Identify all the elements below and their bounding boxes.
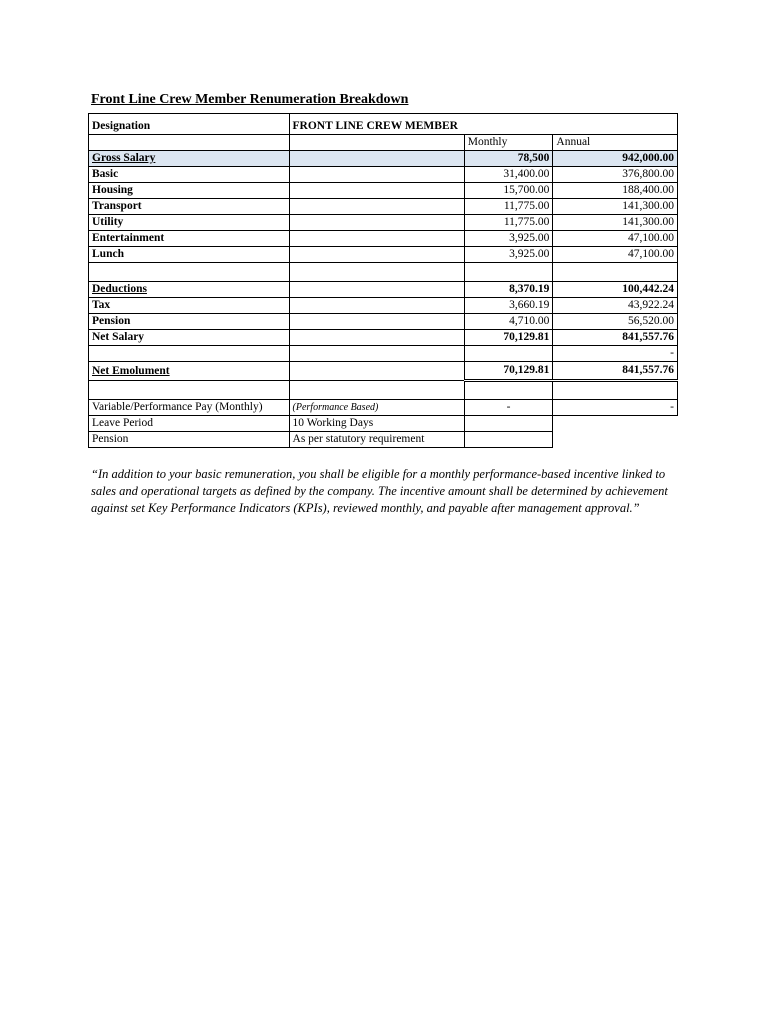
monthly-value: 3,660.19 bbox=[464, 298, 553, 314]
empty-cell bbox=[289, 346, 464, 362]
empty-cell bbox=[464, 416, 553, 432]
empty-cell bbox=[289, 362, 464, 381]
annual-value: 47,100.00 bbox=[553, 231, 678, 247]
annual-value: 100,442.24 bbox=[553, 282, 678, 298]
variable-pay-value: (Performance Based) bbox=[289, 400, 464, 416]
leave-period-row bbox=[89, 416, 678, 432]
empty-cell bbox=[289, 381, 464, 400]
spacer-row bbox=[89, 346, 678, 362]
empty-cell bbox=[289, 314, 464, 330]
net-emolument-row bbox=[89, 362, 678, 381]
empty-cell bbox=[89, 346, 290, 362]
monthly-value: 11,775.00 bbox=[464, 199, 553, 215]
empty-cell bbox=[89, 263, 290, 282]
net-salary-row bbox=[89, 330, 678, 346]
empty-cell bbox=[464, 346, 553, 362]
monthly-header: Monthly bbox=[464, 135, 553, 151]
table-row bbox=[89, 183, 678, 199]
remuneration-table bbox=[88, 113, 678, 448]
row-label: Variable/Performance Pay (Monthly) bbox=[89, 400, 290, 416]
table-row bbox=[89, 231, 678, 247]
empty-cell bbox=[289, 135, 464, 151]
empty-cell bbox=[553, 416, 678, 432]
empty-cell bbox=[289, 282, 464, 298]
table-row bbox=[89, 215, 678, 231]
spacer-row bbox=[89, 263, 678, 282]
monthly-value: - bbox=[464, 400, 553, 416]
monthly-value: 70,129.81 bbox=[464, 362, 553, 381]
monthly-value: 31,400.00 bbox=[464, 167, 553, 183]
empty-cell bbox=[289, 183, 464, 199]
empty-cell bbox=[89, 135, 290, 151]
monthly-value: 11,775.00 bbox=[464, 215, 553, 231]
page-title: Front Line Crew Member Renumeration Breakdown bbox=[91, 92, 409, 107]
monthly-value: 78,500 bbox=[464, 151, 553, 167]
row-label: Basic bbox=[89, 167, 290, 183]
empty-cell bbox=[289, 330, 464, 346]
row-label: Entertainment bbox=[89, 231, 290, 247]
table-row bbox=[89, 247, 678, 263]
empty-cell bbox=[289, 247, 464, 263]
table-row bbox=[89, 167, 678, 183]
annual-value: 47,100.00 bbox=[553, 247, 678, 263]
empty-cell bbox=[553, 432, 678, 448]
monthly-value: 4,710.00 bbox=[464, 314, 553, 330]
monthly-value: 3,925.00 bbox=[464, 231, 553, 247]
annual-value: 841,557.76 bbox=[553, 362, 678, 381]
monthly-value: 3,925.00 bbox=[464, 247, 553, 263]
row-label: Gross Salary bbox=[89, 151, 290, 167]
leave-period-value: 10 Working Days bbox=[289, 416, 464, 432]
row-label: Lunch bbox=[89, 247, 290, 263]
header-row bbox=[89, 114, 678, 135]
annual-value: 841,557.76 bbox=[553, 330, 678, 346]
empty-cell bbox=[289, 263, 464, 282]
empty-cell bbox=[553, 381, 678, 400]
row-label: Housing bbox=[89, 183, 290, 199]
row-label: Net Emolument bbox=[89, 362, 290, 381]
monthly-value: 8,370.19 bbox=[464, 282, 553, 298]
empty-cell bbox=[464, 432, 553, 448]
variable-pay-row bbox=[89, 400, 678, 416]
row-label: Pension bbox=[89, 432, 290, 448]
empty-cell bbox=[289, 231, 464, 247]
empty-cell bbox=[289, 298, 464, 314]
incentive-note: “In addition to your basic remuneration, you shall be eligible for a monthly performance-based incentive linked to sales and operational targets as defined by the company. The incentive amount shall be determined by achievement against set Key Performance Indicators (KPIs), reviewed monthly, and payable after management approval.” bbox=[91, 467, 668, 515]
row-label: Transport bbox=[89, 199, 290, 215]
annual-value: 141,300.00 bbox=[553, 199, 678, 215]
annual-value: 43,922.24 bbox=[553, 298, 678, 314]
annual-value: 141,300.00 bbox=[553, 215, 678, 231]
period-header-row bbox=[89, 135, 678, 151]
empty-cell bbox=[289, 167, 464, 183]
row-label: Utility bbox=[89, 215, 290, 231]
row-label: Pension bbox=[89, 314, 290, 330]
annual-value: - bbox=[553, 400, 678, 416]
spacer-row bbox=[89, 381, 678, 400]
annual-header: Annual bbox=[553, 135, 678, 151]
gross-salary-row bbox=[89, 151, 678, 167]
annual-value: 376,800.00 bbox=[553, 167, 678, 183]
empty-cell bbox=[464, 381, 553, 400]
annual-value: 56,520.00 bbox=[553, 314, 678, 330]
table-row bbox=[89, 199, 678, 215]
designation-label: Designation bbox=[89, 114, 290, 135]
annual-value: 188,400.00 bbox=[553, 183, 678, 199]
deductions-row bbox=[89, 282, 678, 298]
row-label: Deductions bbox=[89, 282, 290, 298]
designation-value: FRONT LINE CREW MEMBER bbox=[289, 114, 677, 135]
pension-value: As per statutory requirement bbox=[289, 432, 464, 448]
empty-cell bbox=[289, 151, 464, 167]
empty-cell bbox=[289, 215, 464, 231]
row-label: Net Salary bbox=[89, 330, 290, 346]
pension-row bbox=[89, 432, 678, 448]
monthly-value: 70,129.81 bbox=[464, 330, 553, 346]
empty-cell bbox=[289, 199, 464, 215]
annual-value: 942,000.00 bbox=[553, 151, 678, 167]
row-label: Tax bbox=[89, 298, 290, 314]
dash-value: - bbox=[553, 346, 678, 362]
monthly-value: 15,700.00 bbox=[464, 183, 553, 199]
empty-cell bbox=[89, 381, 290, 400]
row-label: Leave Period bbox=[89, 416, 290, 432]
table-row bbox=[89, 314, 678, 330]
empty-cell bbox=[464, 263, 553, 282]
empty-cell bbox=[553, 263, 678, 282]
table-row bbox=[89, 298, 678, 314]
